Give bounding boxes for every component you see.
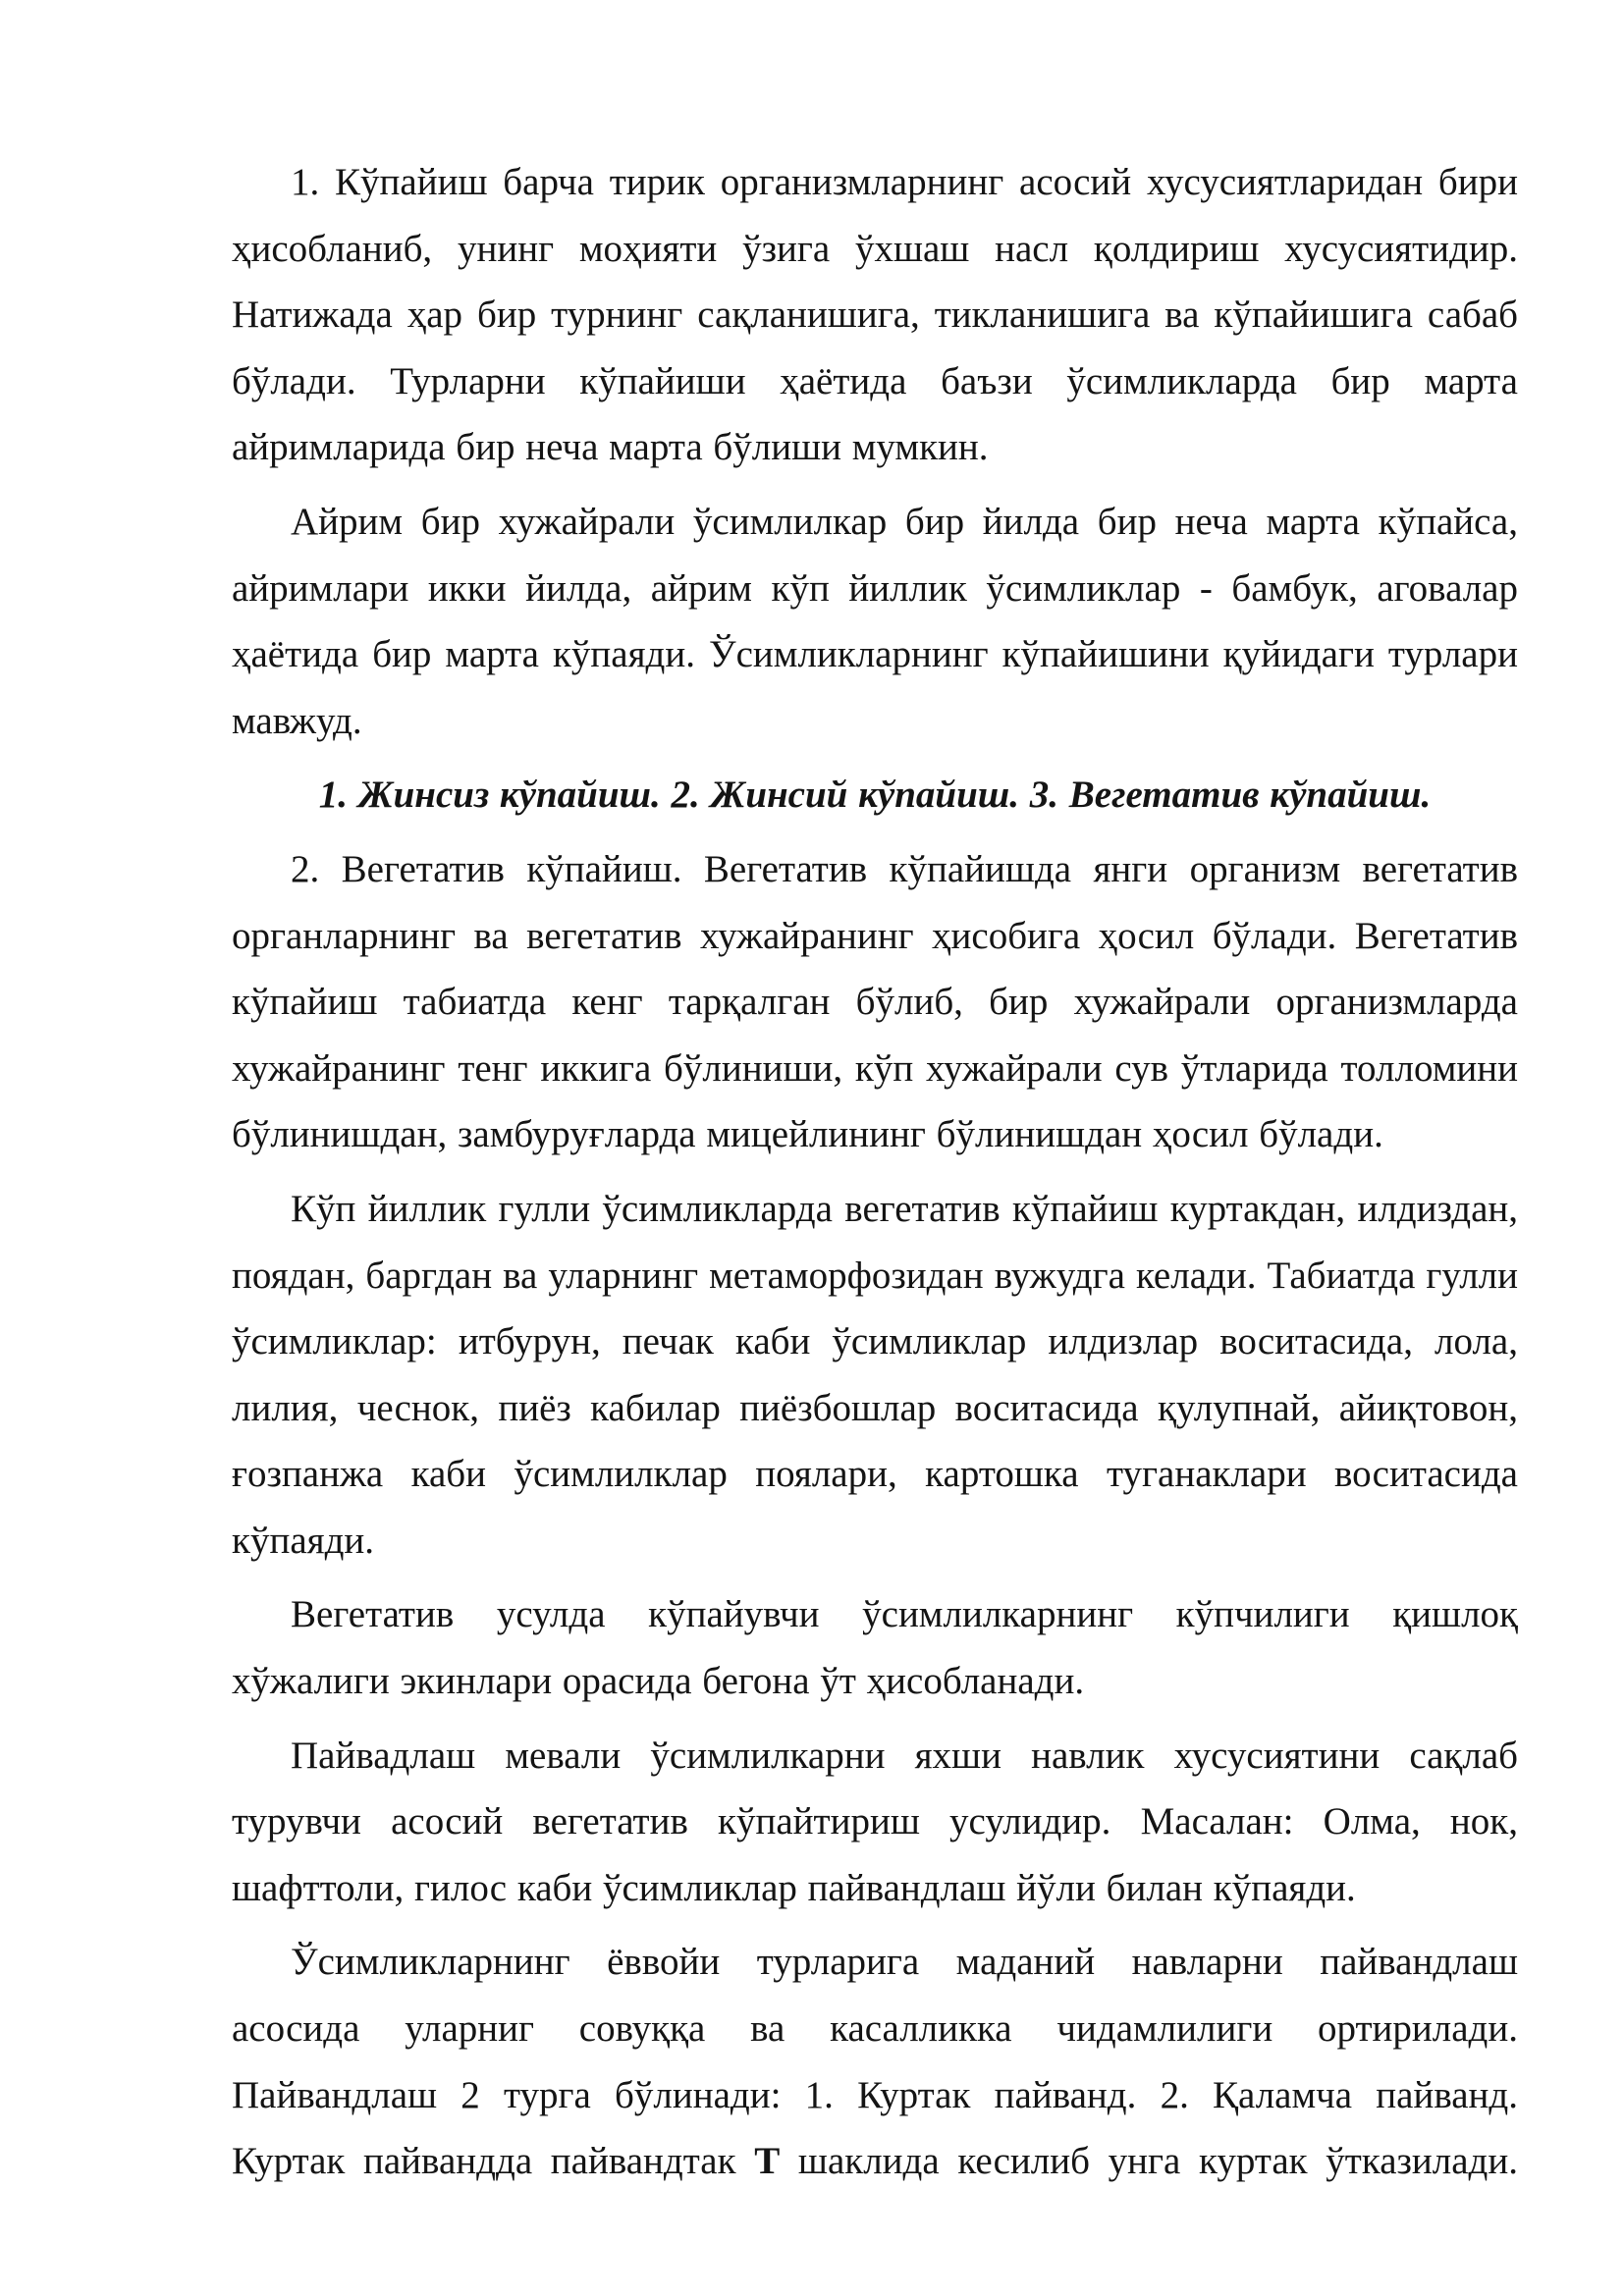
paragraph-grafting-types <box>232 1929 1518 2194</box>
paragraph-weeds: Вегетатив усулда кўпайувчи ўсимлилкарнинг кўпчилиги қишлоқ хўжалиги экинлари орасида бегона ўт ҳисобланади. <box>232 1593 1518 1703</box>
paragraph-reproduction-frequency: Айрим бир хужайрали ўсимлилкар бир йилда бир неча марта кўпайса, айримлари икки йилда, айрим кўп йиллик ўсимликлар - бамбук, аговалар ҳаётида бир марта кўпаяди. Ўсимликларнинг кўпайишини қуйидаги турлари мавжуд. <box>232 500 1518 742</box>
paragraph-grafting: Пайвадлаш мевали ўсимлилкарни яхши навлик хусусиятини сақлаб турувчи асосий вегетатив кўпайтириш усулидир. Масалан: Олма, нок, шафттоли, гилос каби ўсимликлар пайвандлаш йўли билан кўпаяди. <box>232 1734 1518 1909</box>
grafting-types-text-end: шаклида кесилиб унга куртак ўтказилади. <box>797 2140 1519 2183</box>
paragraph-reproduction-intro: 1. Кўпайиш барча тирик организмларнинг асосий хусусиятларидан бири ҳисобланиб, унинг моҳияти ўзига ўхшаш насл қолдириш хусусиятидир. Натижада ҳар бир турнинг сақланишига, тикланишига ва кўпайишига сабаб бўлади. Турларни кўпайиши ҳаётида баъзи ўсимликларда бир марта айримларида бир неча марта бўлиши мумкин. <box>232 161 1518 469</box>
paragraph-perennial-plants: Кўп йиллик гулли ўсимликларда вегетатив кўпайиш куртакдан, илдиздан, поядан, баргдан ва уларнинг метаморфозидан вужудга келади. Табиатда гулли ўсимликлар: итбурун, печак каби ўсимликлар илдизлар воситасида, лола, лилия, чеснок, пиёз кабилар пиёзбошлар воситасида қулупнай, айиқтовон, ғозпанжа каби ўсимлилклар поялари, картошка туганаклари воситасида кўпаяди. <box>232 1187 1518 1562</box>
grafting-types-text-start: Ўсимликларнинг ёввойи турларига маданий навларни пайвандлаш асосида уларниг совуққа ва касалликка чидамлилиги ортирилади. Пайвандлаш 2 турга бўлинади: 1. Куртак пайванд. 2. Қаламча пайванд. Куртак пайвандда пайвандтак <box>232 1941 1518 2183</box>
grafting-shape-letter: Т <box>754 2140 781 2183</box>
reproduction-types-heading: 1. Жинсиз кўпайиш. 2. Жинсий кўпайиш. 3. Вегетатив кўпайиш. <box>318 774 1432 817</box>
paragraph-vegetative-reproduction: 2. Вегетатив кўпайиш. Вегетатив кўпайишда янги организм вегетатив органларнинг ва вегетатив хужайранинг ҳисобига ҳосил бўлади. Вегетатив кўпайиш табиатда кенг тарқалган бўлиб, бир хужайрали организмларда хужайранинг тенг иккига бўлиниши, кўп хужайрали сув ўтларида толломини бўлинишдан, замбуруғларда мицейлининг бўлинишдан ҳосил бўлади. <box>232 847 1518 1156</box>
document-page <box>232 149 1518 2203</box>
